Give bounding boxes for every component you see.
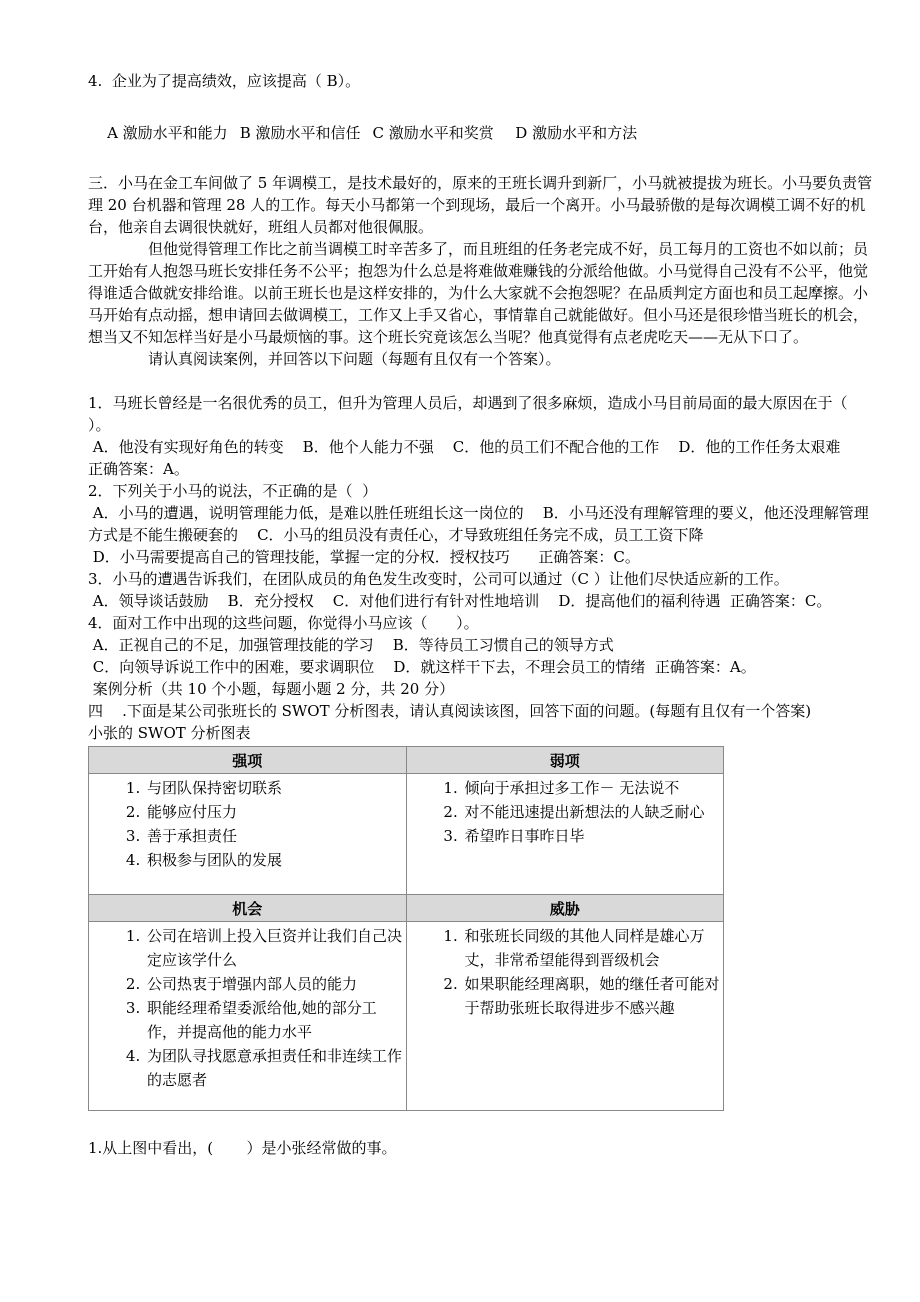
case-summary: 案例分析（共 10 个小题，每题小题 2 分，共 20 分） — [88, 680, 455, 698]
swot-opportunity-item: 3. 职能经理希望委派给他,她的部分工作，并提高他的能力水平 — [145, 996, 406, 1044]
swot-weakness-item: 2. 对不能迅速提出新想法的人缺乏耐心 — [463, 800, 724, 824]
section4-intro: 四 .下面是某公司张班长的 SWOT 分析图表，请认真阅读该图，回答下面的问题。(每题有且仅有一个答案) — [88, 702, 812, 720]
case-q1-answer: 正确答案：A。 — [88, 460, 189, 478]
swot-threats-cell — [406, 922, 724, 1111]
swot-opportunities-header: 机会 — [89, 895, 407, 922]
swot-threat-item: 1. 和张班长同级的其他人同样是雄心万丈，非常希望能得到晋级机会 — [463, 924, 724, 972]
case-q1-options: A．他没有实现好角色的转变 B．他个人能力不强 C．他的员工们不配合他的工作 D．他的工作任务太艰难 — [88, 438, 841, 456]
swot-chart-title: 小张的 SWOT 分析图表 — [88, 724, 251, 742]
swot-strength-item: 3. 善于承担责任 — [145, 824, 406, 848]
swot-threat-item: 2. 如果职能经理离职，她的继任者可能对于帮助张班长取得进步不感兴趣 — [463, 972, 724, 1020]
case-paragraph-1: 三．小马在金工车间做了 5 年调模工，是技术最好的，原来的王班长调升到新厂，小马就被提拔为班长。小马要负责管理 20 台机器和管理 28 人的工作。每天小马都第一个到现场，最后一个离开。小马最骄傲的是每次调模工调不好的机台，他亲自去调很快就好，班组人员都对他很佩服。 — [88, 174, 873, 236]
swot-weakness-item: 1. 倾向于承担过多工作－ 无法说不 — [463, 776, 724, 800]
swot-weaknesses-cell — [406, 774, 724, 895]
case-q3: 3．小马的遭遇告诉我们，在团队成员的角色发生改变时，公司可以通过（C ）让他们尽快适应新的工作。 — [88, 570, 789, 588]
swot-opportunity-item: 2. 公司热衷于增强内部人员的能力 — [145, 972, 406, 996]
case-q4-options-ab: A．正视自己的不足，加强管理技能的学习 B．等待员工习惯自己的领导方式 — [88, 636, 614, 654]
q4-option-d: D 激励水平和方法 — [505, 124, 638, 142]
q4-options — [88, 100, 878, 166]
q4-option-c: C 激励水平和奖赏 — [372, 124, 494, 142]
document-body — [88, 70, 878, 1159]
swot-threats-header: 威胁 — [406, 895, 724, 922]
q4-option-b: B 激励水平和信任 — [239, 124, 361, 142]
swot-strength-item: 4. 积极参与团队的发展 — [145, 848, 406, 872]
swot-q1: 1.从上图中看出，( ）是小张经常做的事。 — [88, 1139, 397, 1157]
swot-weakness-item: 3. 希望昨日事昨日毕 — [463, 824, 724, 848]
case-q2-options: A．小马的遭遇，说明管理能力低，是难以胜任班组长这一岗位的 B．小马还没有理解管理的要义，他还没理解管理方式是不能生搬硬套的 C．小马的组员没有责任心，才导致班组任务完不成，员工工资下降 — [88, 504, 869, 544]
case-paragraph-2: 但他觉得管理工作比之前当调模工时辛苦多了，而且班组的任务老完成不好，员工每月的工资也不如以前；员工开始有人抱怨马班长安排任务不公平；抱怨为什么总是将难做难赚钱的分派给他做。小马觉得自己没有不公平，他觉得谁适合做就安排给谁。以前王班长也是这样安排的，为什么大家就不会抱怨呢？在品质判定方面也和员工起摩擦。小马开始有点动摇，想申请回去做调模工，工作又上手又省心，事情靠自己就能做好。但小马还是很珍惜当班长的机会，想当又不知怎样当好是小马最烦恼的事。这个班长究竟该怎么当呢？他真觉得有点老虎吃天——无从下口了。 — [88, 240, 869, 346]
swot-table — [88, 746, 724, 1111]
q4-question: 4. 企业为了提高绩效，应该提高（ B）。 — [88, 72, 361, 90]
case-q4-options-cd: C．向领导诉说工作中的困难，要求调职位 D．就这样干下去，不理会员工的情绪 正确答案：A。 — [88, 658, 756, 676]
swot-strengths-header: 强项 — [89, 747, 407, 774]
case-q2-option-d: D．小马需要提高自己的管理技能，掌握一定的分权．授权技巧 正确答案：C。 — [88, 548, 640, 566]
swot-strength-item: 1. 与团队保持密切联系 — [145, 776, 406, 800]
case-q2: 2．下列关于小马的说法，不正确的是（ ） — [88, 482, 378, 500]
swot-opportunities-cell — [89, 922, 407, 1111]
case-q4: 4．面对工作中出现的这些问题，你觉得小马应该（ ）。 — [88, 614, 479, 632]
swot-weaknesses-header: 弱项 — [406, 747, 724, 774]
swot-strengths-cell — [89, 774, 407, 895]
case-q1: 1．马班长曾经是一名很优秀的员工，但升为管理人员后，却遇到了很多麻烦，造成小马目前局面的最大原因在于（ ）。 — [88, 394, 867, 434]
swot-opportunity-item: 4. 为团队寻找愿意承担责任和非连续工作的志愿者 — [145, 1044, 406, 1092]
case-q3-options: A．领导谈话鼓励 B．充分授权 C．对他们进行有针对性地培训 D．提高他们的福利待遇 正确答案：C。 — [88, 592, 832, 610]
case-instruction: 请认真阅读案例，并回答以下问题（每题有且仅有一个答案）。 — [148, 350, 561, 368]
swot-strength-item: 2. 能够应付压力 — [145, 800, 406, 824]
q4-option-a: A 激励水平和能力 — [107, 124, 228, 142]
swot-opportunity-item: 1. 公司在培训上投入巨资并让我们自己决定应该学什么 — [145, 924, 406, 972]
